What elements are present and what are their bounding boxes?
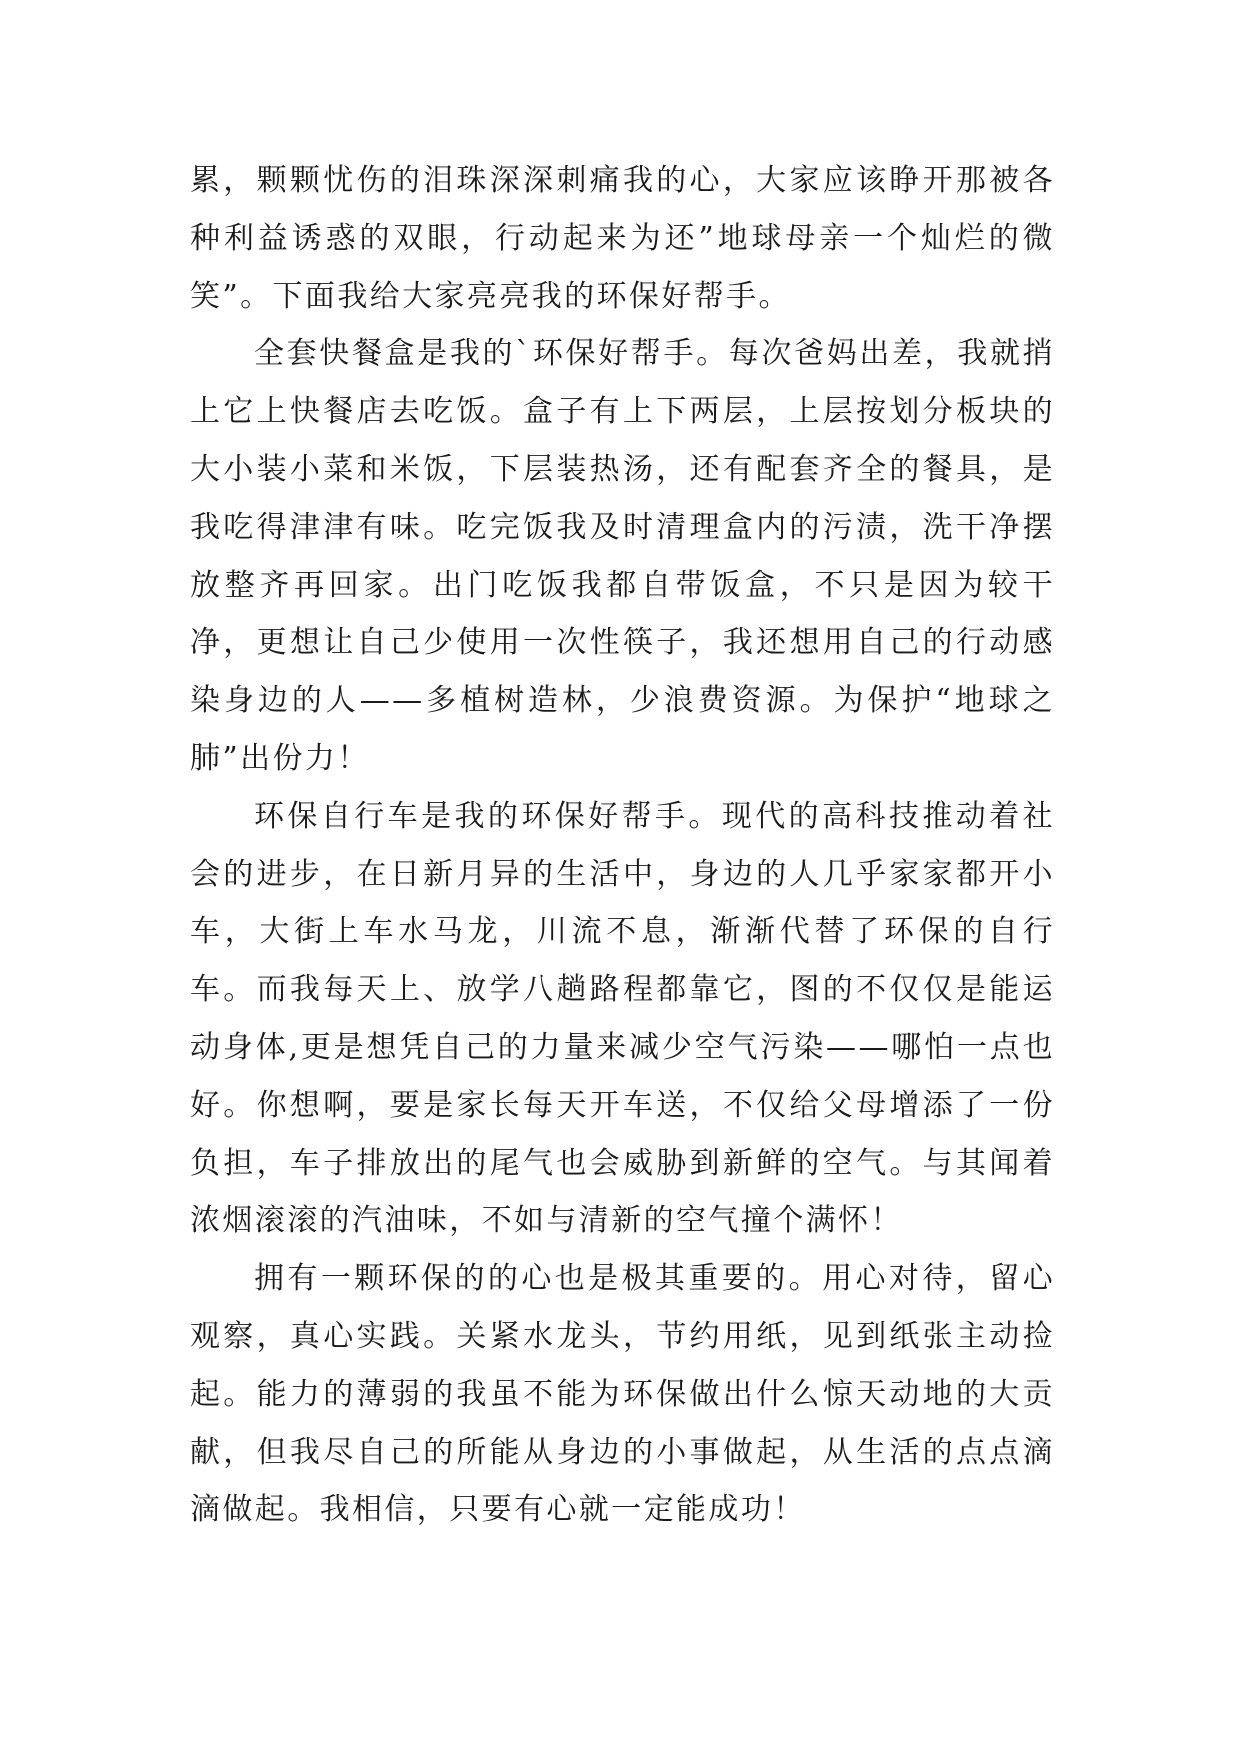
paragraph-conclusion: 拥有一颗环保的的心也是极其重要的。用心对待，留心观察，真心实践。关紧水龙头，节约用纸，见到纸张主动捡起。能力的薄弱的我虽不能为环保做出什么惊天动地的大贡献，但我尽自己的所能从身边的小事做起，从生活的点点滴滴做起。我相信，只要有心就一定能成功！	[190, 1261, 1055, 1528]
paragraph-bicycle: 环保自行车是我的环保好帮手。现代的高科技推动着社会的进步，在日新月异的生活中，身边的人几乎家家都开小车，大街上车水马龙，川流不息，渐渐代替了环保的自行车。而我每天上、放学八趟路程都靠它，图的不仅仅是能运动身体,更是想凭自己的力量来减少空气污染——哪怕一点也好。你想啊，要是家长每天开车送，不仅给父母增添了一份负担，车子排放出的尾气也会威胁到新鲜的空气。与其闻着浓烟滚滚的汽油味，不如与清新的空气撞个满怀！	[190, 798, 1055, 1239]
essay-body	[190, 152, 1055, 1539]
paragraph-continuation: 累，颗颗忧伤的泪珠深深刺痛我的心，大家应该睁开那被各种利益诱惑的双眼，行动起来为还”地球母亲一个灿烂的微笑”。下面我给大家亮亮我的环保好帮手。	[190, 163, 1055, 314]
paragraph-lunchbox: 全套快餐盒是我的`环保好帮手。每次爸妈出差，我就捎上它上快餐店去吃饭。盒子有上下两层，上层按划分板块的大小装小菜和米饭，下层装热汤，还有配套齐全的餐具，是我吃得津津有味。吃完饭我及时清理盒内的污渍，洗干净摆放整齐再回家。出门吃饭我都自带饭盒，不只是因为较干净，更想让自己少使用一次性筷子，我还想用自己的行动感染身边的人——多植树造林，少浪费资源。为保护“地球之肺”出份力！	[190, 336, 1055, 776]
